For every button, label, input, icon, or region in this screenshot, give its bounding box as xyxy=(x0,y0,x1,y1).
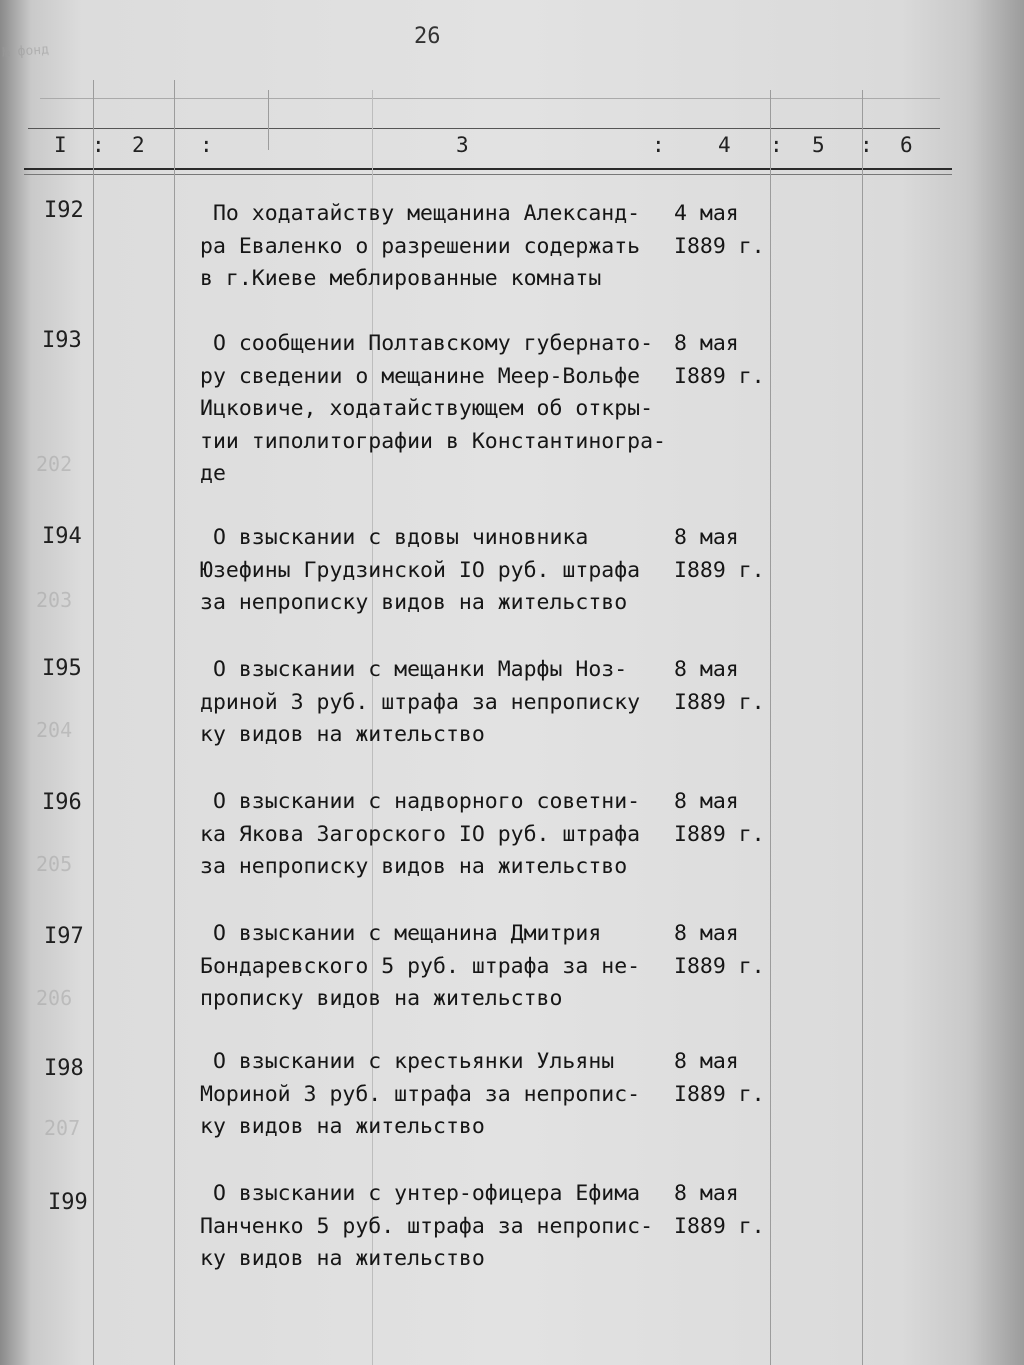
bleed-through-number: 205 xyxy=(36,852,73,876)
entry-text: О взыскании с мещанки Марфы Ноз- дриной 3 руб. штрафа за непрописку ку видов на жительство xyxy=(200,657,641,747)
entry-number: I98 xyxy=(44,1056,84,1081)
bleed-through-number: 203 xyxy=(36,588,73,612)
entry-number: I99 xyxy=(48,1190,88,1215)
entry-date: 8 мая I889 г. xyxy=(674,1049,765,1107)
entry-date: 8 мая I889 г. xyxy=(674,657,765,715)
entry-date: 8 мая I889 г. xyxy=(674,789,765,847)
entry-date: 8 мая I889 г. xyxy=(674,331,765,389)
column-2-label: 2 xyxy=(132,133,145,157)
entry-text: О взыскании с мещанина Дмитрия Бондаревского 5 руб. штрафа за не- прописку видов на жительство xyxy=(200,921,641,1011)
entry-text: О сообщении Полтавскому губернато- ру сведении о мещанине Меер-Вольфе Ицковиче, ходатайствующем об откры- тии типолитографии в Константиногра- де xyxy=(200,331,666,486)
column-divider xyxy=(770,90,771,1365)
bleed-through-number: 206 xyxy=(36,986,73,1010)
bleed-through-number: 207 xyxy=(44,1116,81,1140)
entry-number: I93 xyxy=(42,328,82,353)
header-bottom-rule xyxy=(24,168,952,170)
entry-text: О взыскании с надворного советни- ка Якова Загорского IO руб. штрафа за непрописку видов на жительство xyxy=(200,789,641,879)
entry-number: I96 xyxy=(42,790,82,815)
entry-date: 8 мая I889 г. xyxy=(674,921,765,979)
column-4-label: 4 xyxy=(718,133,731,157)
entry-date: 4 мая I889 г. xyxy=(674,201,765,259)
entry-number: I97 xyxy=(44,924,84,949)
header-top-rule xyxy=(28,128,940,129)
column-separator: : xyxy=(770,133,783,157)
column-3-label: 3 xyxy=(456,133,469,157)
bleed-through-number: 202 xyxy=(36,452,73,476)
entry-number: I95 xyxy=(42,656,82,681)
column-divider xyxy=(93,80,94,1365)
column-1-label: I xyxy=(54,133,67,157)
header-bottom-rule-double xyxy=(24,174,952,175)
faint-header-line xyxy=(40,98,940,99)
bleed-through-number: 204 xyxy=(36,718,73,742)
column-divider xyxy=(174,80,175,1365)
page-edge-shadow xyxy=(964,0,1024,1365)
entry-date: 8 мая I889 г. xyxy=(674,525,765,583)
entry-text: По ходатайству мещанина Александ- ра Еваленко о разрешении содержать в г.Киеве меблированные комнаты xyxy=(200,201,641,291)
entry-number: I94 xyxy=(42,524,82,549)
column-separator: : xyxy=(652,133,665,157)
page-number: 26 xyxy=(414,24,441,49)
entry-text: О взыскании с вдовы чиновника Юзефины Грудзинской IO руб. штрафа за непрописку видов на жительство xyxy=(200,525,641,615)
entry-number: I92 xyxy=(44,198,84,223)
column-separator: : xyxy=(200,133,213,157)
column-5-label: 5 xyxy=(812,133,825,157)
entry-text: О взыскании с унтер-офицера Ефима Панченко 5 руб. штрафа за непропис- ку видов на жительство xyxy=(200,1181,654,1271)
entry-date: 8 мая I889 г. xyxy=(674,1181,765,1239)
column-number-row xyxy=(40,133,980,163)
entry-text: О взыскании с крестьянки Ульяны Мориной 3 руб. штрафа за непропис- ку видов на жительство xyxy=(200,1049,641,1139)
column-divider xyxy=(862,90,863,1365)
column-6-label: 6 xyxy=(900,133,913,157)
column-separator: : xyxy=(860,133,873,157)
bleed-through-stamp: № фонд xyxy=(1,42,50,61)
column-separator: : xyxy=(92,133,105,157)
